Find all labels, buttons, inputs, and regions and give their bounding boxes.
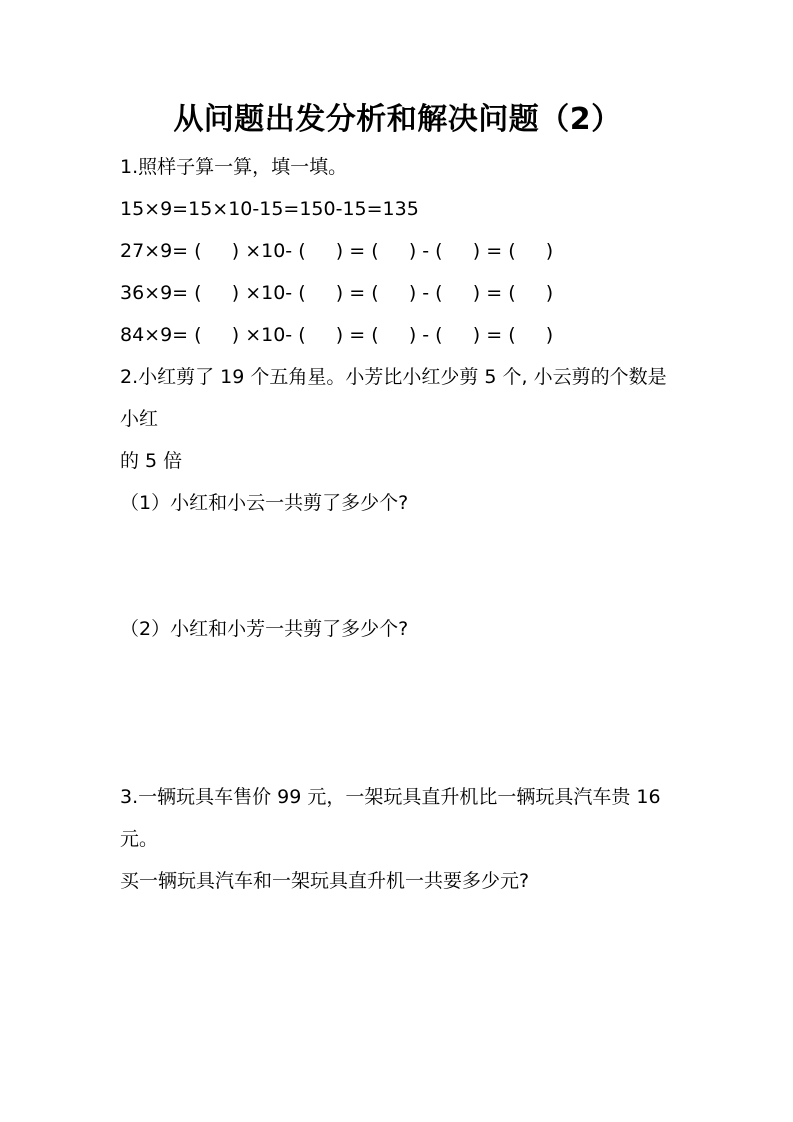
problem1-fill-line-3: 84×9= ( ) ×10- ( ) = ( ) - ( ) = ( ) [120,324,554,346]
problem1-fill-line-1: 27×9= ( ) ×10- ( ) = ( ) - ( ) = ( ) [120,240,554,262]
problem3-statement-line-2: 买一辆玩具汽车和一架玩具直升机一共要多少元? [120,870,530,892]
problem2-question-1: （1）小红和小云一共剪了多少个? [120,492,409,514]
answer-space-problem2-question-2 [120,650,675,776]
problem2-statement-line-2: 的 5 倍 [120,450,183,472]
problem1-example-equation: 15×9=15×10-15=150-15=135 [120,198,419,220]
problem2-statement-line-1: 2.小红剪了 19 个五角星。小芳比小红少剪 5 个, 小云剪的个数是小红 [120,366,667,430]
problem2-question-2: （2）小红和小芳一共剪了多少个? [120,618,409,640]
worksheet-title: 从问题出发分析和解决问题（2） [173,102,622,137]
problem3-statement-line-1: 3.一辆玩具车售价 99 元，一架玩具直升机比一辆玩具汽车贵 16 元。 [120,786,667,850]
answer-space-problem2-question-1 [120,524,675,608]
problem1-prompt: 1.照样子算一算，填一填。 [120,156,348,178]
problem1-fill-line-2: 36×9= ( ) ×10- ( ) = ( ) - ( ) = ( ) [120,282,554,304]
